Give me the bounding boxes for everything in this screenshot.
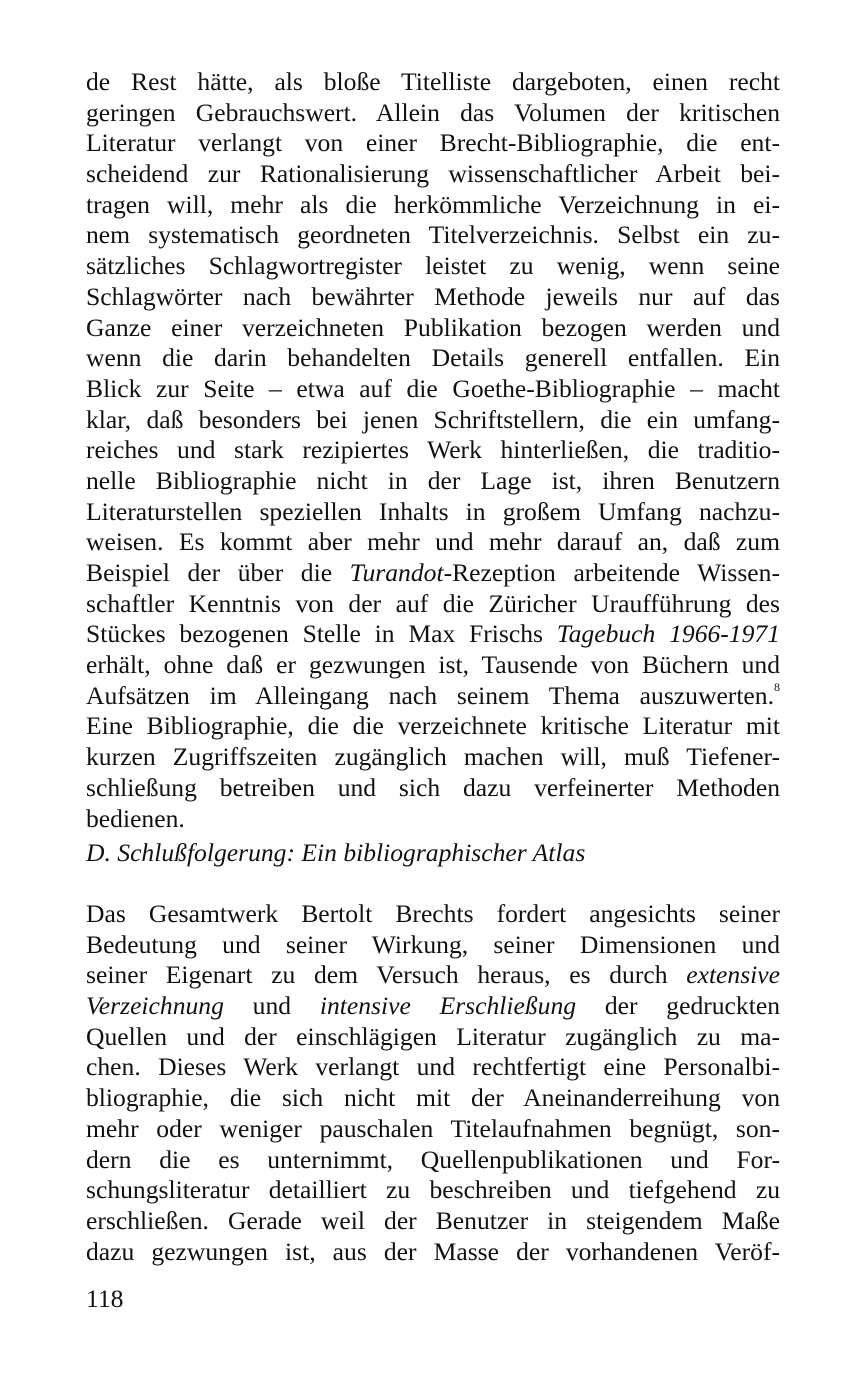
paragraph-body-1 (86, 67, 780, 834)
text-run: und (223, 991, 320, 1021)
text-line: Literaturstellen speziellen Inhalts in großem Umfang nachzu- (86, 496, 780, 526)
text-line: geringen Gebrauchswert. Allein das Volumen der kritischen (86, 97, 780, 127)
text-line: bliographie, die sich nicht mit der Aneinanderreihung von (86, 1083, 780, 1113)
text-line: Ganze einer verzeichneten Publikation bezogen werden und (86, 312, 780, 342)
text-line: kurzen Zugriffszeiten zugänglich machen will, muß Tiefener- (86, 742, 780, 772)
italic-term-erschliessung: intensive Erschließung (319, 991, 577, 1021)
text-line: dazu gezwungen ist, aus der Masse der vorhandenen Veröf- (86, 1236, 780, 1266)
text-line: weisen. Es kommt aber mehr und mehr darauf an, daß zum (86, 527, 780, 557)
text-line: klar, daß besonders bei jenen Schriftstellern, die ein umfang- (86, 404, 780, 434)
text-line: scheidend zur Rationalisierung wissenschaftlicher Arbeit bei- (86, 159, 780, 189)
text-line-with-italic (86, 558, 780, 589)
text-line: Literatur verlangt von einer Brecht-Bibliographie, die ent- (86, 128, 780, 158)
text-line: Das Gesamtwerk Bertolt Brechts fordert angesichts seiner (86, 899, 780, 928)
italic-title-turandot: Turandot (349, 558, 444, 587)
italic-term-verzeichnung: Verzeichnung (86, 991, 224, 1021)
text-line-with-italic (86, 960, 780, 991)
text-line: Schlagwörter nach bewährter Methode jeweils nur auf das (86, 281, 780, 311)
section-heading: D. Schlußfolgerung: Ein bibliographischer Atlas (86, 838, 586, 867)
text-line: schungsliteratur detailliert zu beschreiben und tiefgehend zu (86, 1175, 780, 1205)
text-line: nem systematisch geordneten Titelverzeichnis. Selbst ein zu- (86, 220, 780, 250)
text-line: dern die es unternimmt, Quellenpublikationen und For- (86, 1144, 780, 1174)
text-run: Stückes bezogenen Stelle in Max Frischs (86, 619, 557, 649)
text-line: de Rest hätte, als bloße Titelliste dargeboten, einen recht (86, 67, 780, 96)
text-line: chen. Dieses Werk verlangt und rechtfertigt eine Personalbi- (86, 1052, 780, 1082)
text-run: seiner Eigenart zu dem Versuch heraus, es durch (86, 960, 687, 990)
text-line: tragen will, mehr als die herkömmliche Verzeichnung in ei- (86, 189, 780, 219)
text-line: sätzliches Schlagwortregister leistet zu wenig, wenn seine (86, 251, 780, 281)
text-line: erschließen. Gerade weil der Benutzer in steigendem Maße (86, 1205, 780, 1235)
text-run: Beispiel der über die (86, 558, 350, 587)
text-run: -Rezeption arbeitende Wissen- (443, 558, 780, 587)
italic-term-extensive: extensive (686, 960, 780, 990)
paragraph-body-2 (86, 899, 780, 1267)
text-line: nelle Bibliographie nicht in der Lage ist, ihren Benutzern (86, 465, 780, 495)
text-line: Eine Bibliographie, die die verzeichnete kritische Literatur mit (86, 711, 780, 741)
text-line-with-italic (86, 619, 780, 650)
footnote-marker: 8 (774, 679, 780, 694)
text-line: Blick zur Seite – etwa auf die Goethe-Bibliographie – macht (86, 373, 780, 403)
text-run: Aufsätzen im Alleingang nach seinem Thema auszuwerten. (86, 680, 774, 710)
text-run: der gedruckten (576, 991, 780, 1021)
text-line: wenn die darin behandelten Details generell entfallen. Ein (86, 343, 780, 373)
text-line: bedienen. (86, 803, 185, 833)
text-line: reiches und stark rezipiertes Werk hinterließen, die traditio- (86, 435, 780, 465)
italic-title-tagebuch: Tagebuch 1966-1971 (556, 619, 780, 649)
text-line-with-italic (86, 991, 780, 1022)
text-line: Bedeutung und seiner Wirkung, seiner Dimensionen und (86, 929, 780, 959)
page-number: 118 (86, 1284, 124, 1313)
text-line: schaftler Kenntnis von der auf die Züricher Uraufführung des (86, 588, 780, 618)
text-line: schließung betreiben und sich dazu verfeinerter Methoden (86, 772, 780, 802)
text-line: mehr oder weniger pauschalen Titelaufnahmen begnügt, son- (86, 1113, 780, 1143)
text-line: Quellen und der einschlägigen Literatur zugänglich zu ma- (86, 1021, 780, 1051)
text-line-with-footnote (86, 681, 780, 712)
text-line: erhält, ohne daß er gezwungen ist, Tausende von Büchern und (86, 650, 780, 680)
